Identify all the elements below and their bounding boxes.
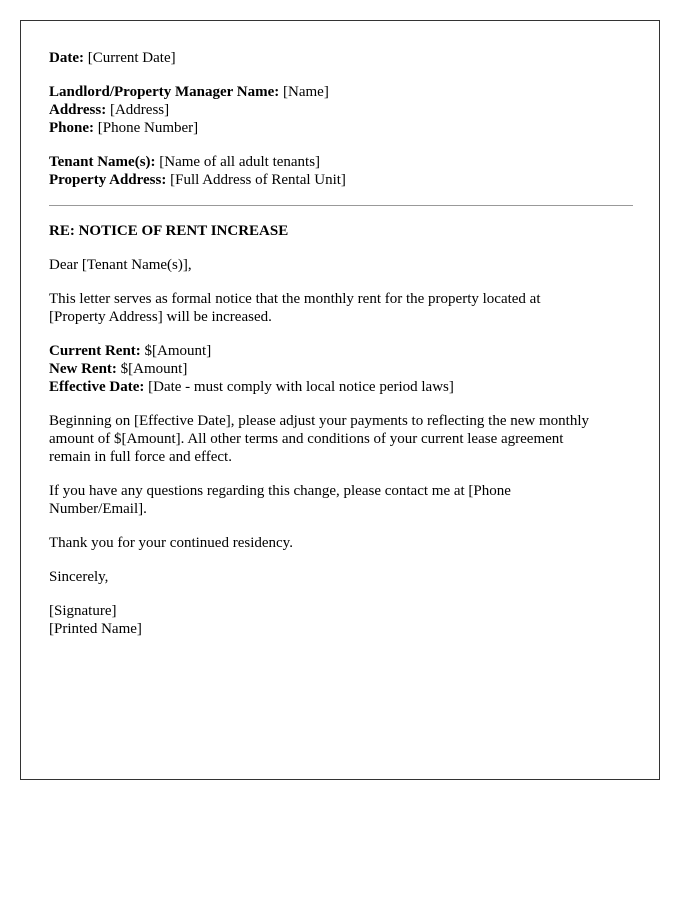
new-rent-line (49, 360, 639, 378)
property-value: [Full Address of Rental Unit] (170, 172, 346, 188)
salutation: Dear [Tenant Name(s)], (49, 257, 192, 273)
tenant-line (49, 153, 639, 171)
landlord-line (49, 83, 639, 101)
signature-block (49, 602, 639, 638)
current-rent-value: $[Amount] (144, 343, 212, 359)
rent-details (49, 342, 639, 396)
divider-line (49, 205, 633, 206)
address-value: [Address] (109, 102, 170, 118)
contact-paragraph (49, 482, 639, 518)
landlord-value: [Name] (283, 84, 329, 100)
tenant-value: [Name of all adult tenants] (159, 154, 321, 170)
phone-value: [Phone Number] (97, 120, 199, 136)
contact-line: Number/Email]. (49, 501, 147, 517)
adjust-line: remain in full force and effect. (49, 449, 232, 465)
address-label: Address: (49, 102, 107, 118)
property-label: Property Address: (49, 172, 167, 188)
date-block (49, 49, 639, 67)
letter-document (20, 20, 660, 780)
address-line (49, 101, 639, 119)
intro-line: [Property Address] will be increased. (49, 309, 272, 325)
date-line (49, 49, 639, 67)
landlord-block (49, 83, 639, 137)
phone-label: Phone: (49, 120, 94, 136)
intro-line: This letter serves as formal notice that the monthly rent for the property located at (49, 291, 541, 307)
closing: Sincerely, (49, 569, 109, 585)
phone-line (49, 119, 639, 137)
date-label: Date: (49, 50, 84, 66)
adjust-paragraph (49, 412, 639, 466)
effective-date-value: [Date - must comply with local notice period laws] (148, 379, 454, 395)
current-rent-label: Current Rent: (49, 343, 141, 359)
adjust-line: amount of $[Amount]. All other terms and conditions of your current lease agreement (49, 431, 564, 447)
tenant-block (49, 153, 639, 189)
subject-heading: RE: NOTICE OF RENT INCREASE (49, 223, 289, 239)
contact-line: If you have any questions regarding this change, please contact me at [Phone (49, 483, 511, 499)
printed-name-placeholder: [Printed Name] (49, 621, 142, 637)
adjust-line: Beginning on [Effective Date], please adjust your payments to reflecting the new monthly (49, 413, 589, 429)
effective-date-line (49, 378, 639, 396)
intro-paragraph (49, 290, 639, 326)
landlord-label: Landlord/Property Manager Name: (49, 84, 280, 100)
current-rent-line (49, 342, 639, 360)
letter-content (49, 49, 639, 654)
signature-placeholder: [Signature] (49, 603, 117, 619)
effective-date-label: Effective Date: (49, 379, 145, 395)
new-rent-label: New Rent: (49, 361, 117, 377)
property-line (49, 171, 639, 189)
date-value: [Current Date] (87, 50, 176, 66)
new-rent-value: $[Amount] (120, 361, 188, 377)
tenant-label: Tenant Name(s): (49, 154, 156, 170)
thanks-paragraph: Thank you for your continued residency. (49, 535, 293, 551)
